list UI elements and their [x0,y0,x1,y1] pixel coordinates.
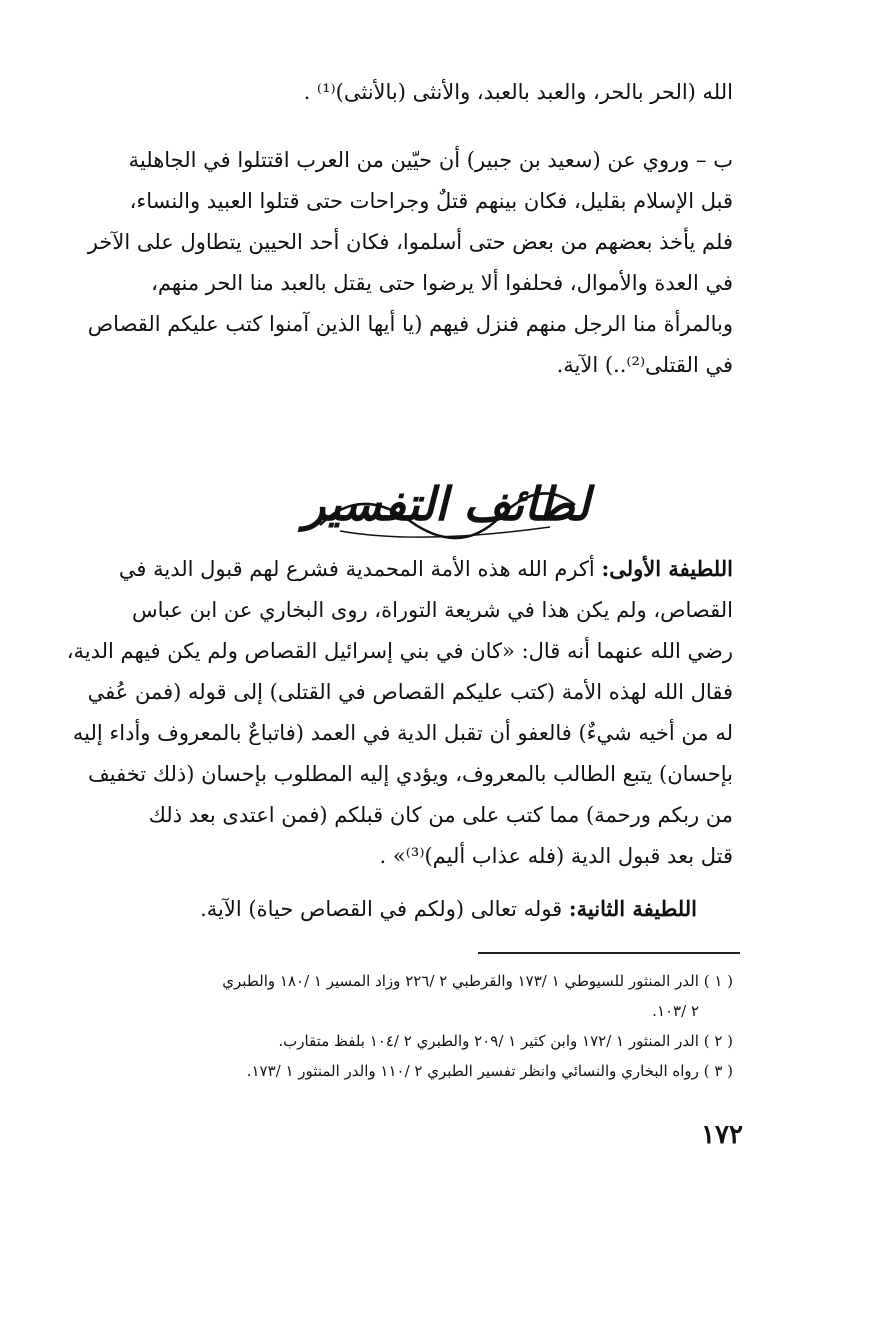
latifa-1-label: اللطيفة الأولى: [601,556,733,581]
latifa-1-first-line-text: أكرم الله هذه الأمة المحمدية فشرع لهم قبول الدية في [118,557,602,581]
latifa-1-line-7: من ربكم ورحمة) مما كتب على من كان قبلكم (فمن اعتدى بعد ذلك [148,803,733,827]
narration-line-4: في العدة والأموال، فحلفوا ألا يرضوا حتى يقتل بالعبد منا الحر منهم، [151,271,733,295]
intro-paragraph [62,72,733,113]
latifa-1-first-line [62,548,733,590]
latifa-1-line-3: رضي الله عنهما أنه قال: «كان في بني إسرائيل القصاص ولم يكن فيهم الدية، [66,639,733,663]
footnote-2: ( ٢ ) الدر المنثور ١ /١٧٢ وابن كثير ١ /٢٠٩ والطبري ٢ /١٠٤ بلفظ متقارب. [278,1032,733,1050]
footnotes [80,966,733,1086]
latifa-2-paragraph [62,888,733,930]
narration-line-1: ب – وروي عن (سعيد بن جبير) أن حيّين من العرب اقتتلوا في الجاهلية [128,148,733,172]
latifa-1-line-8: قتل بعد قبول الدية (فله عذاب أليم)⁽³⁾» . [379,844,733,868]
footnote-divider [478,952,740,954]
footnote-1-continuation: ٢ /١٠٣. [652,1002,699,1020]
latifa-2-label: اللطيفة الثانية: [568,896,697,921]
latifa-1-line-2: القصاص، ولم يكن هذا في شريعة التوراة، روى البخاري عن ابن عباس [132,598,733,622]
narration-paragraph [62,140,733,386]
page-number: ١٧٢ [701,1120,743,1150]
narration-line-2: قبل الإسلام بقليل، فكان بينهم قتلٌ وجراحات حتى قتلوا العبيد والنساء، [129,189,733,213]
latifa-2-line [62,888,697,930]
footnote-3: ( ٣ ) رواه البخاري والنسائي وانظر تفسير الطبري ٢ /١١٠ والدر المنثور ١ /١٧٣. [246,1062,733,1080]
section-heading [0,445,893,555]
intro-line: الله (الحر بالحر، والعبد بالعبد، والأنثى (بالأنثى)⁽¹⁾ . [303,80,733,104]
narration-line-3: فلم يأخذ بعضهم من بعض حتى أسلموا، فكان أحد الحيين يتطاول على الآخر [87,230,733,254]
narration-line-6: في القتلى⁽²⁾..) الآية. [556,353,733,377]
latifa-1-line-5: له من أخيه شيءٌ) فالعفو أن تقبل الدية في العمد (فاتباعٌ بالمعروف وأداء إليه [72,721,733,745]
latifa-1-line-6: بإحسان) يتبع الطالب بالمعروف، ويؤدي إليه المطلوب بإحسان (ذلك تخفيف [88,762,733,786]
footnote-1: ( ١ ) الدر المنثور للسيوطي ١ /١٧٣ والقرطبي ٢ /٢٢٦ وزاد المسير ١ /١٨٠ والطبري [222,972,733,990]
section-heading-text: لطائف التفسير [303,477,590,531]
latifa-1-paragraph [62,548,733,877]
latifa-1-line-4: فقال الله لهذه الأمة (كتب عليكم القصاص في القتلى) إلى قوله (فمن عُفي [87,680,733,704]
narration-line-5: وبالمرأة منا الرجل منهم فنزل فيهم (يا أيها الذين آمنوا كتب عليكم القصاص [87,312,733,336]
latifa-2-text: قوله تعالى (ولكم في القصاص حياة) الآية. [200,897,569,921]
